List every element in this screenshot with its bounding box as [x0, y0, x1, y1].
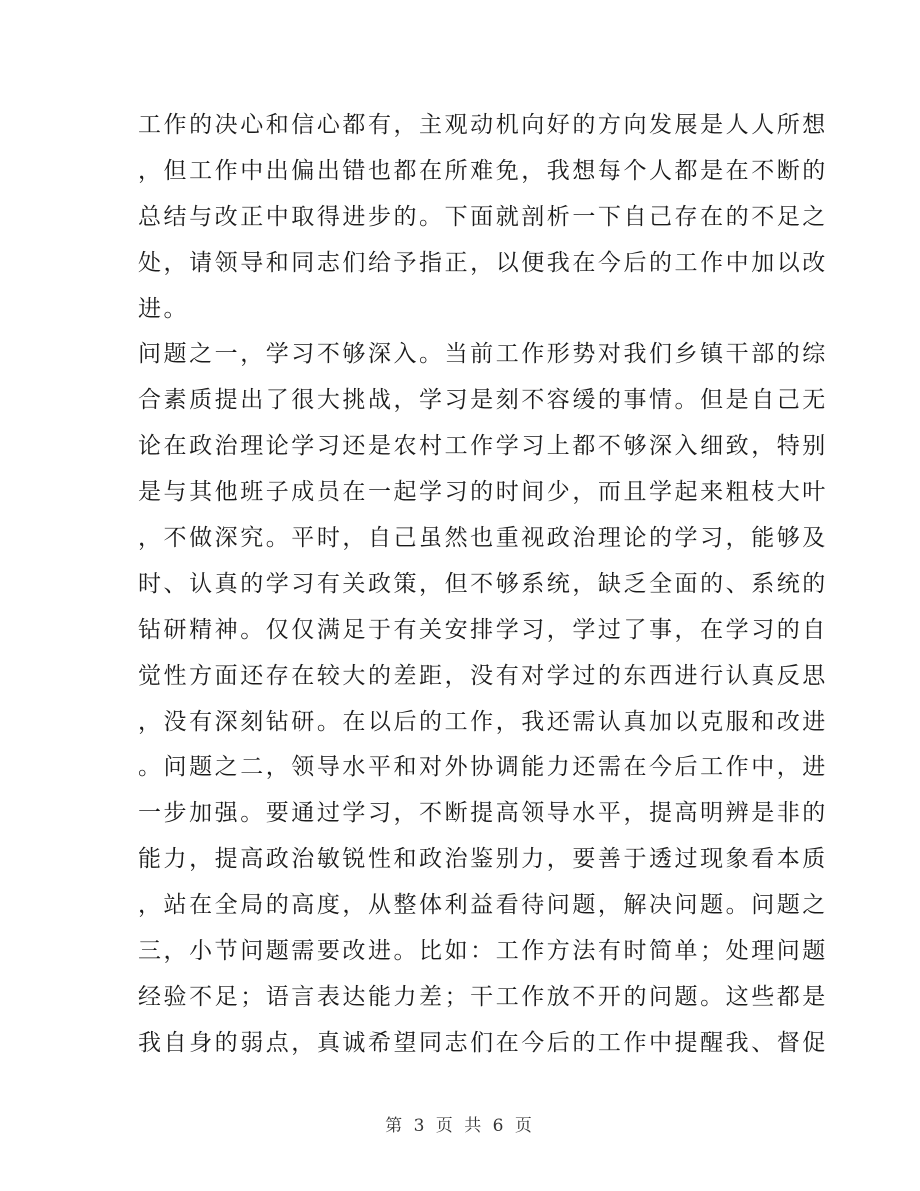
text-line: 经验不足；语言表达能力差；干工作放不开的问题。这些都是 [138, 983, 828, 1010]
text-line: 问题之一，学习不够深入。当前工作形势对我们乡镇干部的综 [138, 341, 828, 368]
text-line: 一步加强。要通过学习，不断提高领导水平，提高明辨是非的 [138, 800, 828, 827]
text-line: 。问题之二，领导水平和对外协调能力还需在今后工作中，进 [138, 754, 828, 781]
text-line: 是与其他班子成员在一起学习的时间少，而且学起来粗枝大叶 [138, 479, 828, 506]
text-line: 三，小节问题需要改进。比如：工作方法有时简单；处理问题 [138, 938, 828, 965]
text-line: 我自身的弱点，真诚希望同志们在今后的工作中提醒我、督促 [138, 1029, 828, 1056]
text-line: ，不做深究。平时，自己虽然也重视政治理论的学习，能够及 [138, 525, 828, 552]
text-line: 进。 [138, 295, 190, 322]
text-line: ，站在全局的高度，从整体利益看待问题，解决问题。问题之 [138, 892, 828, 919]
text-line: 处，请领导和同志们给予指正，以便我在今后的工作中加以改 [138, 249, 828, 276]
text-line: 觉性方面还存在较大的差距，没有对学过的东西进行认真反思 [138, 662, 828, 689]
text-line: ，但工作中出偏出错也都在所难免，我想每个人都是在不断的 [138, 157, 828, 184]
text-line: 合素质提出了很大挑战，学习是刻不容缓的事情。但是自己无 [138, 387, 828, 414]
text-line: 能力，提高政治敏锐性和政治鉴别力，要善于透过现象看本质 [138, 846, 828, 873]
text-line: 工作的决心和信心都有，主观动机向好的方向发展是人人所想 [138, 112, 828, 138]
page-number-footer: 第 3 页 共 6 页 [385, 1116, 535, 1136]
text-line: ，没有深刻钻研。在以后的工作，我还需认真加以克服和改进 [138, 708, 828, 735]
text-line: 钻研精神。仅仅满足于有关安排学习，学过了事，在学习的自 [138, 616, 828, 643]
body-text [138, 103, 828, 1067]
text-line: 论在政治理论学习还是农村工作学习上都不够深入细致，特别 [138, 433, 828, 460]
text-line: 总结与改正中取得进步的。下面就剖析一下自己存在的不足之 [138, 203, 828, 230]
text-line: 时、认真的学习有关政策，但不够系统，缺乏全面的、系统的 [138, 570, 828, 597]
